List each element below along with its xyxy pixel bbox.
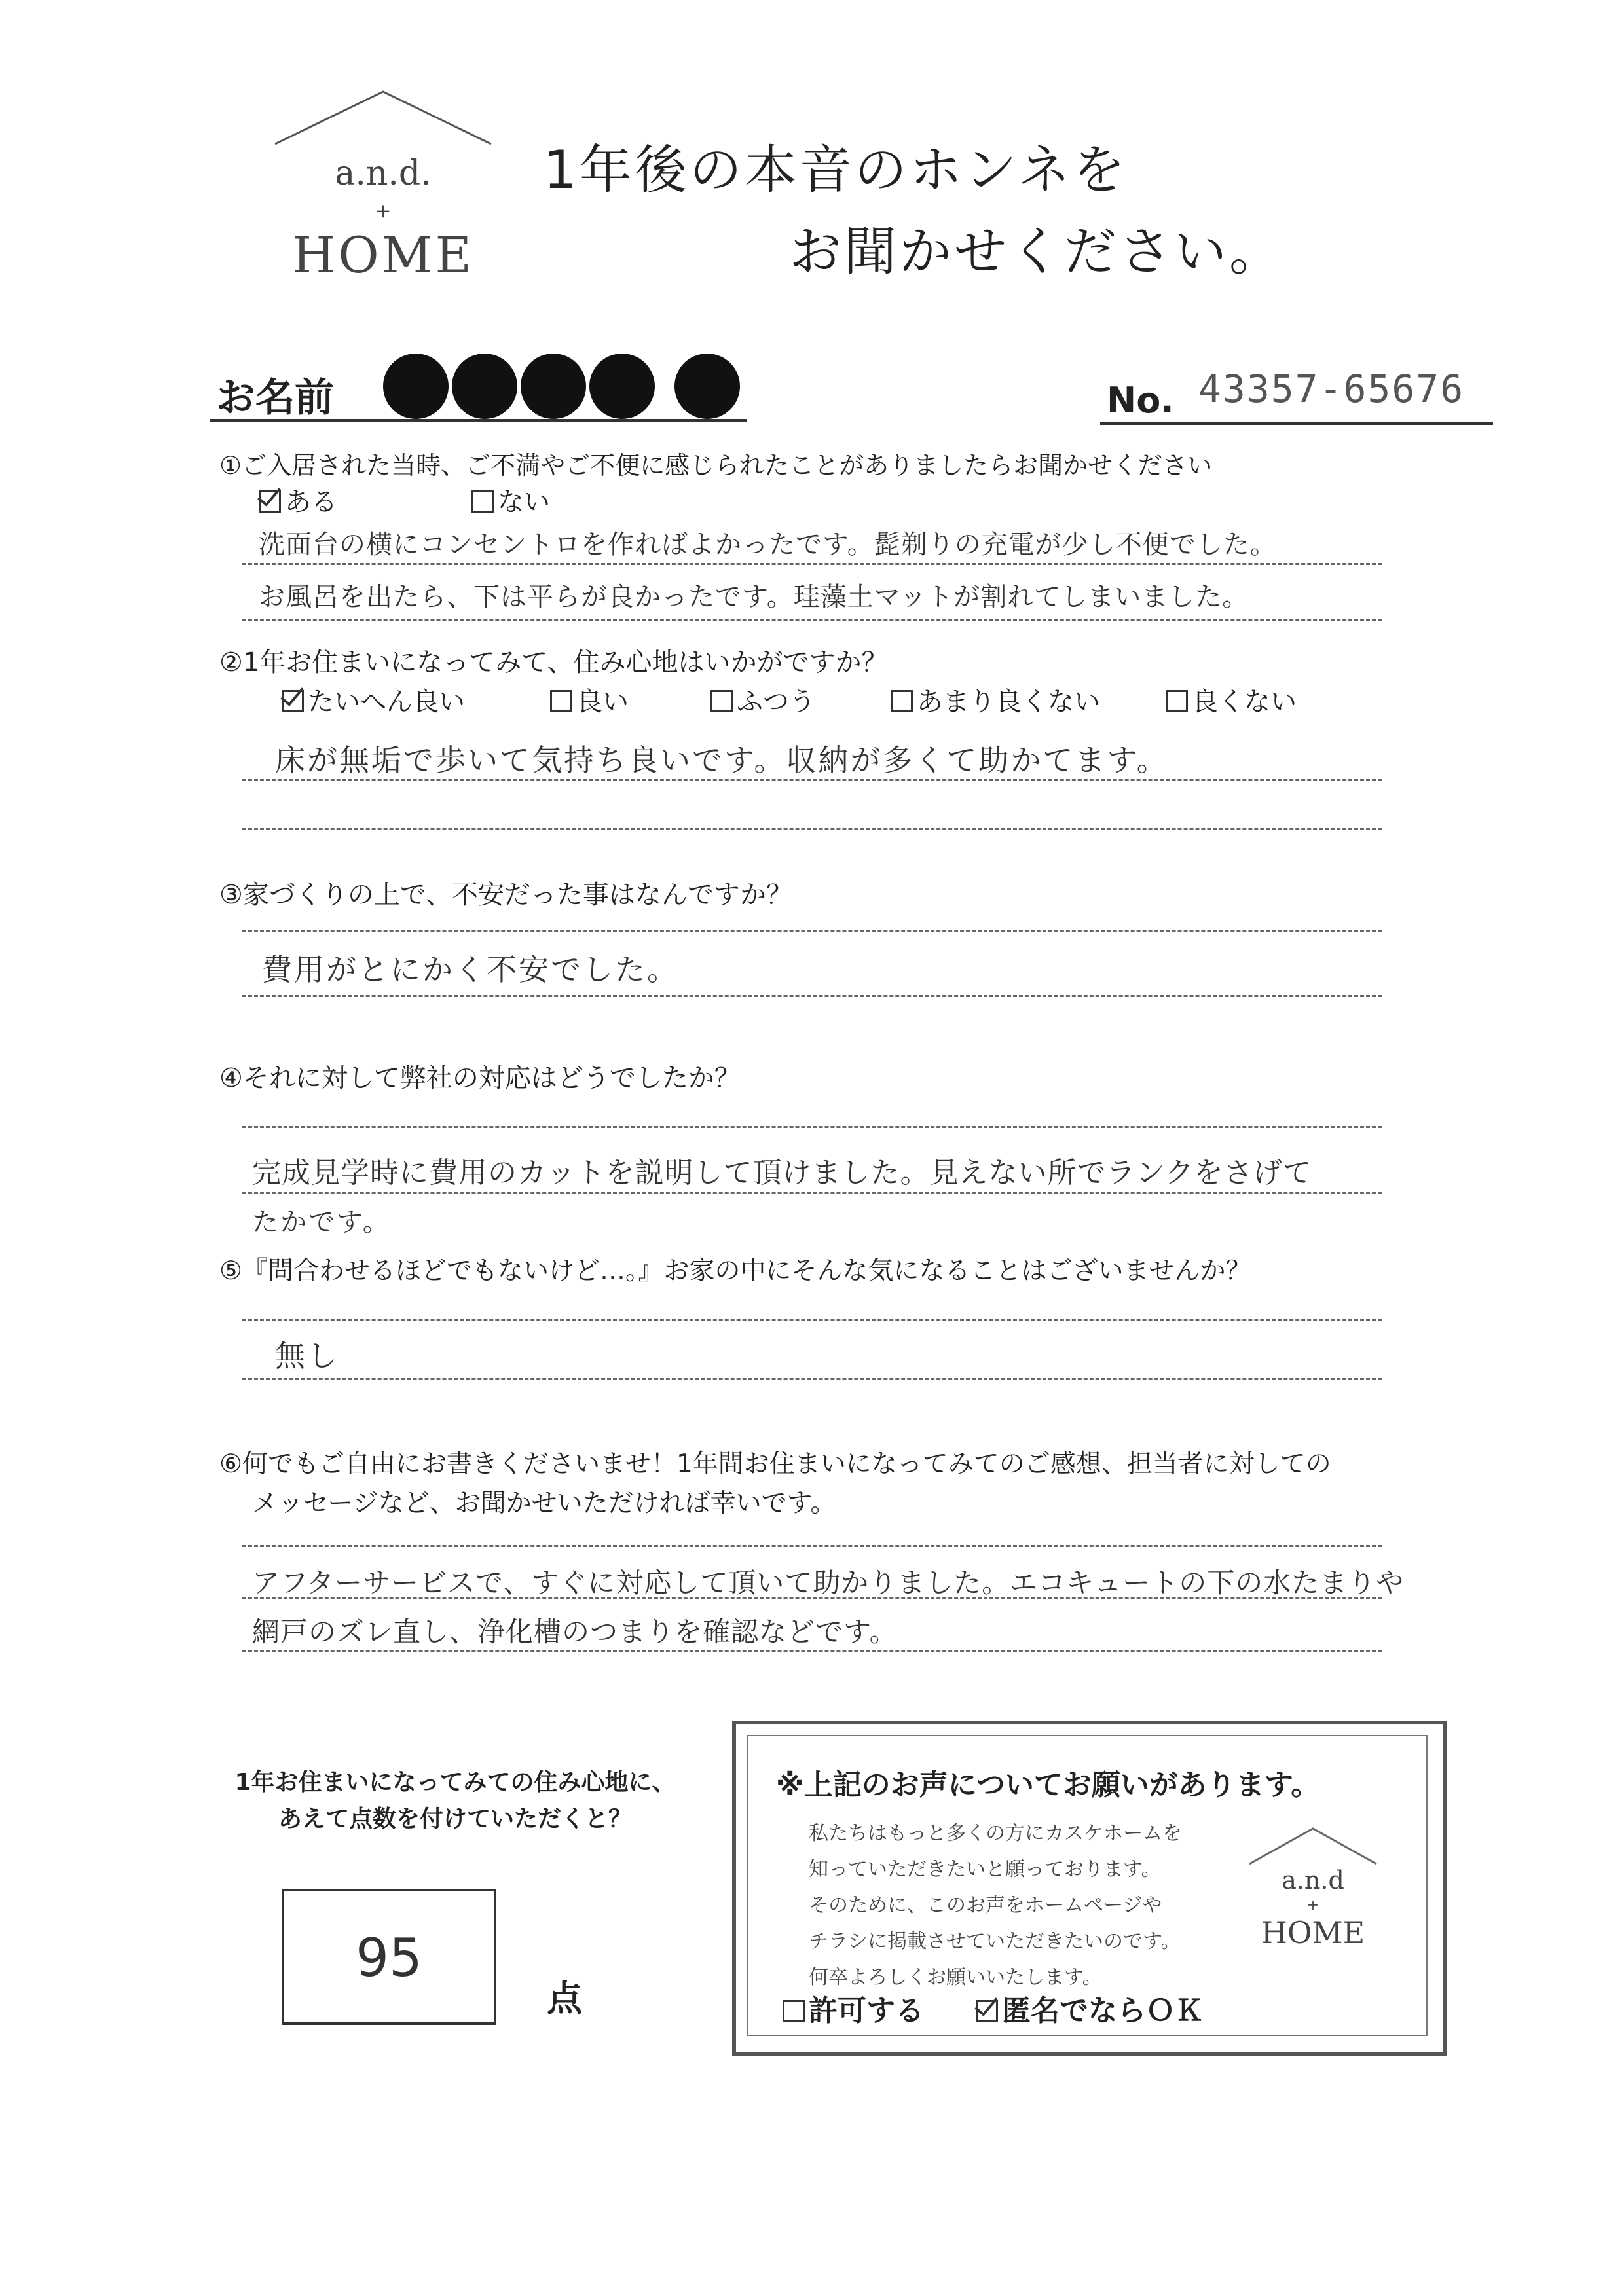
- q4-answer-line1: 完成見学時に費用のカットを説明して頂けました。見えない所でランクをさげて: [252, 1156, 1312, 1190]
- request-body-line3: そのために、このお声をホームページや: [809, 1894, 1162, 1917]
- checkbox-icon: [471, 490, 494, 513]
- answer-line: [242, 1126, 1382, 1128]
- page-title-line2: お聞かせください。: [789, 221, 1284, 282]
- q1-option-no[interactable]: [471, 481, 550, 519]
- checkbox-icon: [550, 690, 572, 712]
- redaction-blot: [383, 354, 449, 419]
- q2-option-normal[interactable]: [710, 681, 815, 718]
- checkbox-icon: [891, 690, 913, 712]
- request-option-permit[interactable]: [783, 1987, 924, 2029]
- number-value: 43357-65676: [1198, 367, 1465, 411]
- q5-question: ⑤『問合わせるほどでもないけど…。』お家の中にそんな気になることはございませんか？: [219, 1256, 1251, 1286]
- score-value: 95: [356, 1927, 422, 1988]
- q6-answer-line1: アフターサービスで、すぐに対応して頂いて助かりました。エコキュートの下の水たまりや: [252, 1567, 1405, 1599]
- q2-option-label: あまり良くない: [917, 687, 1100, 717]
- q2-option-bad[interactable]: [1166, 681, 1297, 718]
- answer-line: [242, 1192, 1382, 1194]
- q4-question: ④それに対して弊社の対応はどうでしたか？: [219, 1063, 741, 1093]
- q6-answer-line2: 網戸のズレ直し、浄化槽のつまりを確認などです。: [252, 1616, 898, 1648]
- answer-line: [242, 1597, 1382, 1599]
- q2-option-not-so-good[interactable]: [891, 681, 1100, 718]
- request-body-line1: 私たちはもっと多くの方にカスケホームを: [809, 1822, 1182, 1845]
- checkbox-icon: [710, 690, 733, 712]
- answer-line: [242, 995, 1382, 997]
- request-title: ※上記のお声についてお願いがあります。: [776, 1768, 1320, 1802]
- q1-option-label: ない: [498, 487, 550, 517]
- q2-option-label: ふつう: [737, 687, 815, 717]
- redaction-blot: [452, 354, 517, 419]
- logo-plus: +: [375, 200, 392, 223]
- logo-bottom-text: HOME: [292, 226, 474, 284]
- request-body-line5: 何卒よろしくお願いいたします。: [809, 1966, 1102, 1989]
- q1-option-label: ある: [285, 487, 337, 517]
- q2-question: ②1年お住まいになってみて、住み心地はいかがですか？: [219, 647, 888, 678]
- redaction-blot: [674, 354, 740, 419]
- score-unit: 点: [547, 1978, 582, 2019]
- page-title-line1: 1年後の本音のホンネを: [544, 139, 1128, 200]
- answer-line: [242, 930, 1382, 932]
- q2-option-label: 良くない: [1192, 687, 1297, 717]
- checkbox-checked-icon: [976, 2000, 998, 2022]
- q3-answer-line1: 費用がとにかく不安でした。: [262, 952, 679, 987]
- checkbox-icon: [1166, 690, 1188, 712]
- answer-line: [242, 828, 1382, 830]
- score-box[interactable]: [282, 1889, 496, 2025]
- answer-line: [242, 1378, 1382, 1380]
- q5-answer-line1: 無し: [275, 1338, 339, 1374]
- name-underline: [210, 419, 747, 422]
- number-label: No.: [1107, 380, 1174, 421]
- q2-option-good[interactable]: [550, 681, 629, 718]
- q2-answer-line1: 床が無垢で歩いて気持ち良いです。収納が多くて助かてます。: [275, 742, 1169, 778]
- q2-option-label: 良い: [576, 687, 629, 717]
- answer-line: [242, 779, 1382, 781]
- q1-answer-line1: 洗面台の横にコンセントロを作ればよかったです。髭剃りの充電が少し不便でした。: [259, 530, 1277, 560]
- q1-question: ①ご入居された当時、ご不満やご不便に感じられたことがありましたらお聞かせください: [219, 451, 1213, 480]
- checkbox-icon: [783, 2000, 805, 2022]
- q6-question-line2: メッセージなど、お聞かせいただければ幸いです。: [252, 1489, 836, 1518]
- request-logo-bottom-text: HOME: [1261, 1915, 1365, 1950]
- q3-question: ③家づくりの上で、不安だった事はなんですか？: [219, 880, 793, 910]
- score-question-line2: あえて点数を付けていただくと？: [278, 1806, 632, 1832]
- request-body-line2: 知っていただきたいと願っております。: [809, 1858, 1161, 1881]
- redaction-blot: [589, 354, 655, 419]
- answer-line: [242, 563, 1382, 565]
- score-question-line1: 1年お住まいになってみての住み心地に、: [234, 1769, 676, 1796]
- request-logo-plus: +: [1306, 1897, 1320, 1914]
- q2-option-very-good[interactable]: [282, 681, 465, 718]
- request-option-anonymous[interactable]: [976, 1987, 1204, 2029]
- checkbox-checked-icon: [259, 490, 281, 513]
- number-underline: [1100, 422, 1493, 425]
- q6-question-line1: ⑥何でもご自由にお書きくださいませ！1年間お住まいになってみてのご感想、担当者に対しての: [219, 1449, 1331, 1479]
- request-option-label: 匿名でならＯＫ: [1002, 1994, 1204, 2028]
- answer-line: [242, 1650, 1382, 1652]
- answer-line: [242, 1545, 1382, 1547]
- redaction-blot: [521, 354, 586, 419]
- q1-answer-line2: お風呂を出たら、下は平らが良かったです。珪藻土マットが割れてしまいました。: [259, 582, 1249, 612]
- name-label: お名前: [216, 375, 334, 421]
- request-body-line4: チラシに掲載させていただきたいのです。: [809, 1930, 1181, 1953]
- logo-top-text: a.n.d.: [335, 154, 432, 193]
- q2-option-label: たいへん良い: [308, 687, 465, 717]
- request-option-label: 許可する: [809, 1994, 924, 2028]
- request-logo-top-text: a.n.d: [1282, 1866, 1344, 1895]
- q4-answer-line2: たかです。: [252, 1207, 391, 1237]
- request-logo-roof-icon: [1247, 1827, 1378, 1866]
- answer-line: [242, 1319, 1382, 1321]
- checkbox-checked-icon: [282, 690, 304, 712]
- answer-line: [242, 619, 1382, 621]
- q1-option-yes[interactable]: [259, 481, 337, 519]
- logo-roof-icon: [272, 88, 494, 147]
